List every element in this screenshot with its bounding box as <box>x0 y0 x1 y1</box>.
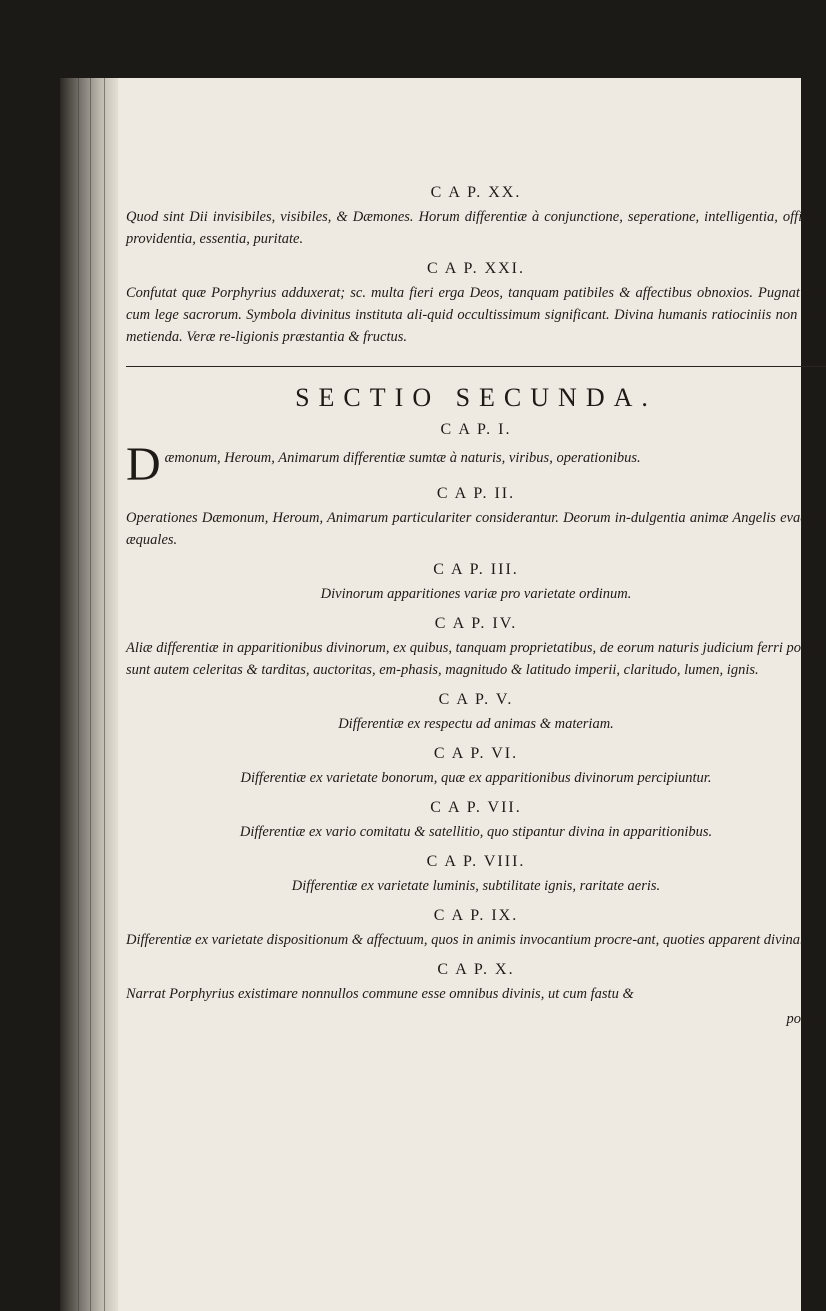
chapter-heading: C A P. I. <box>440 421 512 438</box>
chapter-summary: Differentiæ ex varietate bonorum, quæ ex apparitionibus divinorum percipiuntur. <box>240 770 712 786</box>
drop-capital: D <box>126 438 161 491</box>
chapter-summary: Aliæ differentiæ in apparitionibus divinorum, ex quibus, tanquam proprietatibus, de eorum naturis judicium ferri potest: sunt autem celeritas & tarditas, auctoritas, em-phasis, magnitudo & latitudo imperii, claritudo, lumen, ignis. <box>126 640 826 678</box>
page-gutter <box>60 78 118 1311</box>
chapter-heading: C A P. VII. <box>430 799 522 816</box>
chapter-summary: Differentiæ ex varietate luminis, subtilitate ignis, raritate aeris. <box>291 878 661 894</box>
chapter-heading: C A P. IX. <box>433 907 519 924</box>
chapter-heading: C A P. V. <box>438 691 514 708</box>
gutter-line <box>78 78 79 1311</box>
chapter-heading: C A P. III. <box>433 561 519 578</box>
catchword: pompa <box>786 1011 826 1027</box>
chapter-summary: Quod sint Dii invisibiles, visibiles, & Dæmones. Horum differentiæ à conjunctione, seperatione, intelligentia, officiis, providentia, essentia, puritate. <box>126 209 826 247</box>
section-divider <box>126 366 826 367</box>
chapter-heading: C A P. XXI. <box>426 260 526 277</box>
chapter-summary: Differentiæ ex vario comitatu & satellitio, quo stipantur divina in apparitionibus. <box>239 824 713 840</box>
chapter-summary: Differentiæ ex varietate dispositionum & affectuum, quos in animis invocantium procre-ant, quoties apparent divina. <box>126 932 804 948</box>
chapter-summary: Operationes Dæmonum, Heroum, Animarum particulariter considerantur. Deorum in-dulgentia animæ Angelis evadunt æquales. <box>126 510 826 548</box>
chapter-heading: C A P. IV. <box>434 615 518 632</box>
book-page <box>60 78 826 1311</box>
section-title: SECTIO SECUNDA. <box>295 383 657 412</box>
chapter-heading: C A P. X. <box>437 961 515 978</box>
chapter-summary-dropcap <box>126 438 826 491</box>
chapter-summary: Confutat quæ Porphyrius adduxerat; sc. multa fieri erga Deos, tanquam patibiles & affectibus obnoxios. Pugnat hoc cum lege sacrorum. Symbola divinitus instituta ali-quid occultissimum significant. Divina humanis ratiociniis non esse metienda. Veræ re-ligionis præstantia & fructus. <box>126 285 826 345</box>
chapter-heading: C A P. XX. <box>430 184 522 201</box>
chapter-summary: æmonum, Heroum, Animarum differentiæ sumtæ à naturis, viribus, operationibus. <box>164 450 641 466</box>
gutter-line <box>90 78 91 1311</box>
chapter-heading: C A P. VIII. <box>426 853 526 870</box>
chapter-heading: C A P. VI. <box>433 745 519 762</box>
chapter-heading: C A P. II. <box>436 485 516 502</box>
chapter-summary: Differentiæ ex respectu ad animas & materiam. <box>338 716 614 732</box>
gutter-line <box>104 78 105 1311</box>
chapter-summary: Divinorum apparitiones variæ pro varietate ordinum. <box>320 586 632 602</box>
chapter-summary: Narrat Porphyrius existimare nonnullos commune esse omnibus divinis, ut cum fastu & <box>126 986 634 1002</box>
page-content <box>126 184 826 1028</box>
